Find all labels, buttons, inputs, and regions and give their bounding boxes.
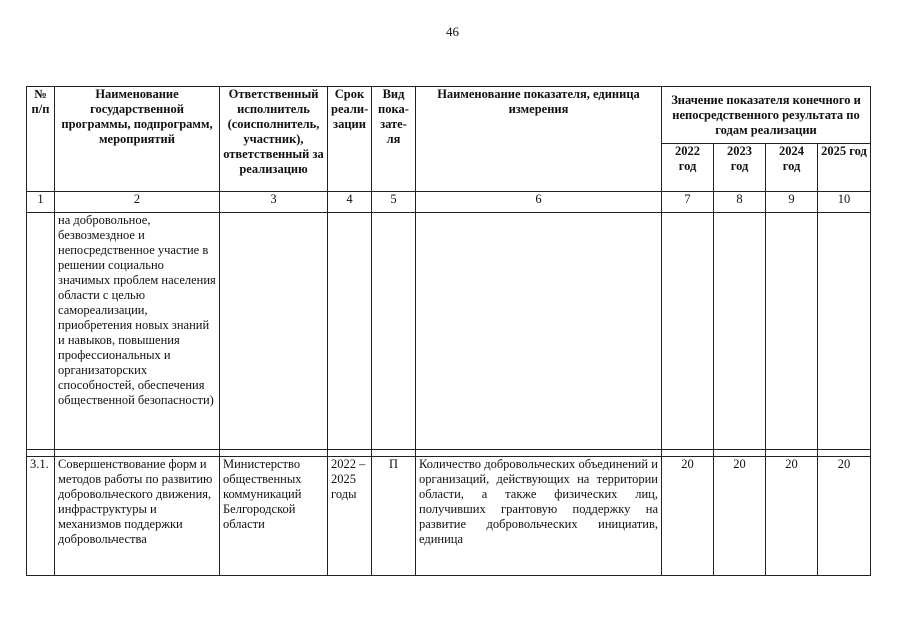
row-num: [27, 213, 55, 450]
column-number: 9: [766, 192, 818, 213]
column-number: 3: [220, 192, 328, 213]
row-indicator-name: Количество добровольческих объединений и организаций, действующих на территории области, а также физических лиц, получивших грантовую поддержку на развитие добровольческих инициатив, единица: [416, 457, 662, 576]
row-program-name: на добровольное, безвозмездное и непосредственное участие в решении социально значимых проблем населения области с целью самореализации, приобретения новых знаний и навыков, повышения профессиональных и организаторских способностей, обеспечения общественной безопасности): [55, 213, 220, 450]
column-number: 5: [372, 192, 416, 213]
row-indicator-kind: П: [372, 457, 416, 576]
row-program-name: Совершенствование форм и методов работы по развитию добровольческого движения, инфраструктуры и механизмов поддержки добровольчества: [55, 457, 220, 576]
row-num: 3.1.: [27, 457, 55, 576]
column-number: 4: [328, 192, 372, 213]
program-table: [26, 86, 871, 576]
column-number: 7: [662, 192, 714, 213]
page-number: 46: [446, 24, 459, 39]
table-row: [27, 213, 871, 450]
row-term: [328, 213, 372, 450]
row-value-2022: 20: [662, 457, 714, 576]
header-values-group: Значение показателя конечного и непосредственного результата по годам реализации: [662, 87, 871, 144]
header-num: № п/п: [27, 87, 55, 192]
row-executor: [220, 213, 328, 450]
header-year-2024: 2024 год: [766, 144, 818, 192]
row-value-2022: [662, 213, 714, 450]
header-executor: Ответственный исполнитель (соисполнитель, участник), ответственный за реализацию: [220, 87, 328, 192]
column-number: 2: [55, 192, 220, 213]
header-indicator-kind: Вид пока-зате-ля: [372, 87, 416, 192]
column-number: 6: [416, 192, 662, 213]
header-year-2023: 2023 год: [714, 144, 766, 192]
row-value-2024: 20: [766, 457, 818, 576]
header-year-2025: 2025 год: [818, 144, 871, 192]
column-number: 1: [27, 192, 55, 213]
header-year-2022: 2022 год: [662, 144, 714, 192]
row-indicator-kind: [372, 213, 416, 450]
table-header-row: [27, 87, 871, 144]
row-value-2024: [766, 213, 818, 450]
row-executor: Министерство общественных коммуникаций Белгородской области: [220, 457, 328, 576]
row-separator: [27, 450, 871, 457]
header-program-name: Наименование государственной программы, подпрограмм, мероприятий: [55, 87, 220, 192]
header-indicator-name: Наименование показателя, единица измерения: [416, 87, 662, 192]
column-number: 10: [818, 192, 871, 213]
column-number: 8: [714, 192, 766, 213]
row-value-2025: [818, 213, 871, 450]
header-term: Срок реали-зации: [328, 87, 372, 192]
row-value-2025: 20: [818, 457, 871, 576]
column-numbers-row: [27, 192, 871, 213]
row-value-2023: 20: [714, 457, 766, 576]
table-row: [27, 457, 871, 576]
row-term: 2022 – 2025 годы: [328, 457, 372, 576]
row-indicator-name: [416, 213, 662, 450]
row-value-2023: [714, 213, 766, 450]
